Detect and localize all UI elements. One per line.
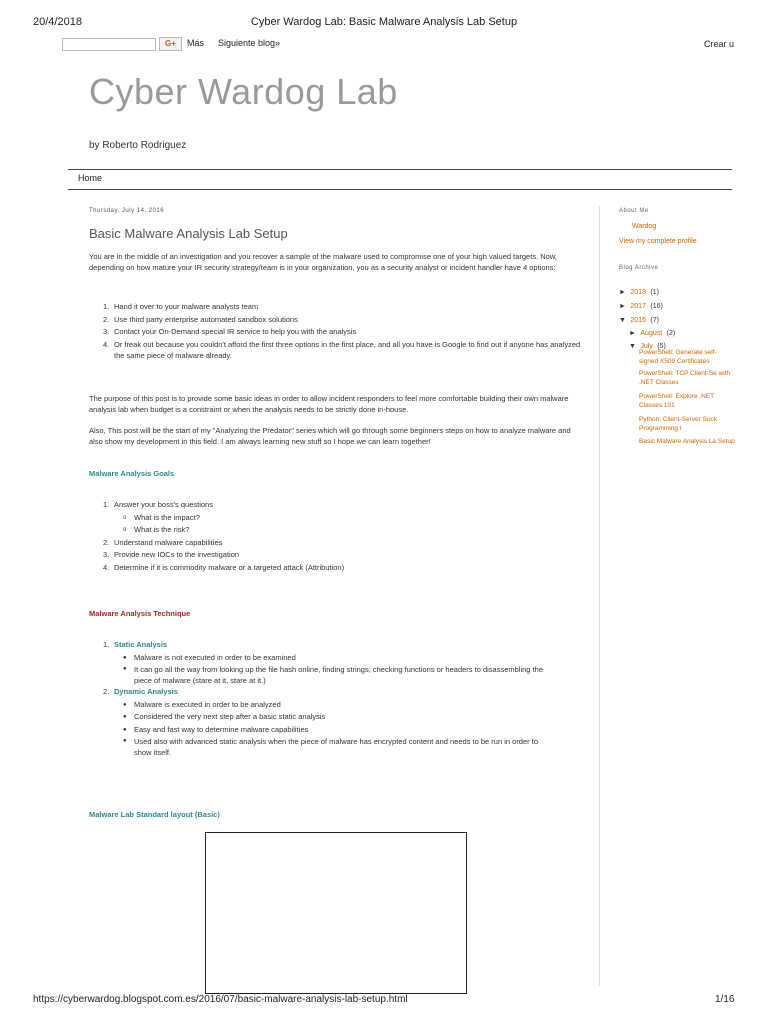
- next-blog-link[interactable]: Siguiente blog»: [218, 38, 281, 48]
- archive-year-2018[interactable]: ► 2018 (1): [619, 289, 659, 296]
- list-item: 1. Hand it over to your malware analysts team: [103, 302, 259, 311]
- technique-heading: Malware Analysis Technique: [89, 609, 191, 618]
- archive-post-link[interactable]: PowerShell: Generate self-signed X509 Certificates: [639, 349, 717, 365]
- list-item: 1. Static Analysis ● Malware is not executed in order to be examined ● It can go all the way from looking up the file hash online, finding strings, checking functions or headers to disassembling the piece of malware (stare at it, stare at it.): [103, 640, 543, 685]
- google-plus-button[interactable]: G+: [159, 37, 182, 51]
- post-title[interactable]: Basic Malware Analysis Lab Setup: [89, 226, 288, 241]
- profile-link[interactable]: View my complete profile: [619, 238, 697, 245]
- options-list: [103, 301, 584, 361]
- print-url: https://cyberwardog.blogspot.com.es/2016/07/basic-malware-analysis-lab-setup.html: [33, 994, 408, 1005]
- sub-list-item: ● Malware is executed in order to be analyzed: [123, 699, 281, 709]
- collapse-arrow-icon[interactable]: ▼: [629, 343, 636, 350]
- sub-list-item: ● It can go all the way from looking up the file hash online, finding strings, checking functions or headers to disassembling the piece of malware (stare at it, stare at it.): [123, 665, 543, 685]
- sub-list-item: ● Considered the very next step after a basic static analysis: [123, 712, 326, 721]
- sub-list-item: o What is the impact?: [123, 512, 200, 522]
- archive-post-link[interactable]: PowerShell: TCP Client-Se with .NET Classes: [639, 370, 731, 386]
- post-intro: You are in the middle of an investigation and you recover a sample of the malware used to compromise one of your high valued targets. Now, depending on how mature your IR security strategy/team is in your organization, you as a security analyst or incident handler have 4 options:: [89, 252, 557, 272]
- goals-list: [103, 499, 584, 574]
- archive-post-link[interactable]: Python: Client-Server Sock Programming I: [639, 416, 718, 432]
- tab-home[interactable]: Home: [78, 173, 103, 183]
- navbar-search-input[interactable]: [62, 38, 156, 51]
- collapse-arrow-icon[interactable]: ▼: [619, 317, 626, 324]
- sub-list-item: ● Malware is not executed in order to be examined: [123, 652, 296, 662]
- archive-month-july[interactable]: ▼ July (5): [629, 343, 666, 350]
- lab-layout-image: [205, 832, 467, 994]
- blog-description: by Roberto Rodriguez: [89, 140, 187, 151]
- list-item: 2. Dynamic Analysis ● Malware is executed in order to be analyzed ● Considered the very next step after a basic static analysis ● Easy and fast way to determine malware capabilities ● Used also with advanced static analysis when the piece of malware has encrypted content and needs to be run in order to show itself.: [114, 686, 544, 758]
- print-date: 20/4/2018: [33, 16, 82, 28]
- archive-year-2017[interactable]: ► 2017 (16): [619, 303, 663, 310]
- archive-post-link[interactable]: PowerShell: Explore .NET Classes 101: [639, 393, 715, 409]
- author-link[interactable]: Wardog: [632, 223, 657, 230]
- goals-heading: Malware Analysis Goals: [89, 469, 175, 478]
- archive-post-link[interactable]: Basic Malware Analysis La Setup: [639, 438, 735, 445]
- sub-list-item: ● Used also with advanced static analysis when the piece of malware has encrypted content and needs to be run in order to show itself.: [123, 737, 538, 757]
- column-divider: [599, 206, 600, 986]
- expand-arrow-icon[interactable]: ►: [629, 330, 636, 337]
- print-title: Cyber Wardog Lab: Basic Malware Analysis Lab Setup: [250, 16, 518, 28]
- about-heading: About Me: [619, 208, 649, 214]
- create-blog-link[interactable]: Crear u: [704, 39, 735, 49]
- list-item: 3. Provide new IOCs to the investigation: [103, 550, 240, 559]
- list-item: 2. Use third party enterprise automated sandbox solutions: [103, 314, 298, 324]
- list-item: 1. Answer your boss's questions o What is the impact? o What is the risk?: [114, 499, 584, 537]
- more-link[interactable]: Más: [187, 38, 205, 48]
- post-purpose: The purpose of this post is to provide some basic ideas in order to allow incident responders to feel more comfortable building their own malware analysis lab when budget is a constraint or when the analysis needs to be strictly done in-house.: [89, 394, 569, 414]
- list-item: 3. Contact your On-Demand special IR service to help you with the analysis: [103, 327, 357, 336]
- technique-list: [103, 639, 544, 758]
- tabs-divider-top: [68, 169, 732, 170]
- archive-heading: Blog Archive: [619, 265, 659, 271]
- list-item: 4. Determine if it is commodity malware or a targeted attack (Attribution): [103, 562, 345, 572]
- expand-arrow-icon[interactable]: ►: [619, 289, 626, 296]
- blog-title[interactable]: Cyber Wardog Lab: [89, 71, 398, 112]
- tabs-divider-bottom: [68, 189, 732, 190]
- post-also: Also, This post will be the start of my "Analyzing the Predator" series which will go through some beginners steps on how to analyze malware and also show my development in this field. I am always learning new stuff so I hope we can learn together!: [89, 426, 571, 446]
- list-item: 4. Or freak out because you couldn't afford the first three options in the first place, and all you have is Google to find out if anyone has analyzed the same piece of malware already.: [103, 339, 581, 360]
- archive-month-august[interactable]: ► August (2): [629, 330, 676, 337]
- print-page-number: 1/16: [715, 994, 735, 1005]
- lab-layout-heading: Malware Lab Standard layout (Basic): [89, 810, 220, 819]
- list-item: 2. Understand malware capabilities: [103, 537, 223, 547]
- sub-list-item: o What is the risk?: [123, 525, 190, 534]
- archive-year-2016[interactable]: ▼ 2016 (7): [619, 317, 659, 324]
- expand-arrow-icon[interactable]: ►: [619, 303, 626, 310]
- post-date: Thursday, July 14, 2016: [89, 208, 165, 214]
- sub-list-item: ● Easy and fast way to determine malware capabilities: [123, 724, 309, 734]
